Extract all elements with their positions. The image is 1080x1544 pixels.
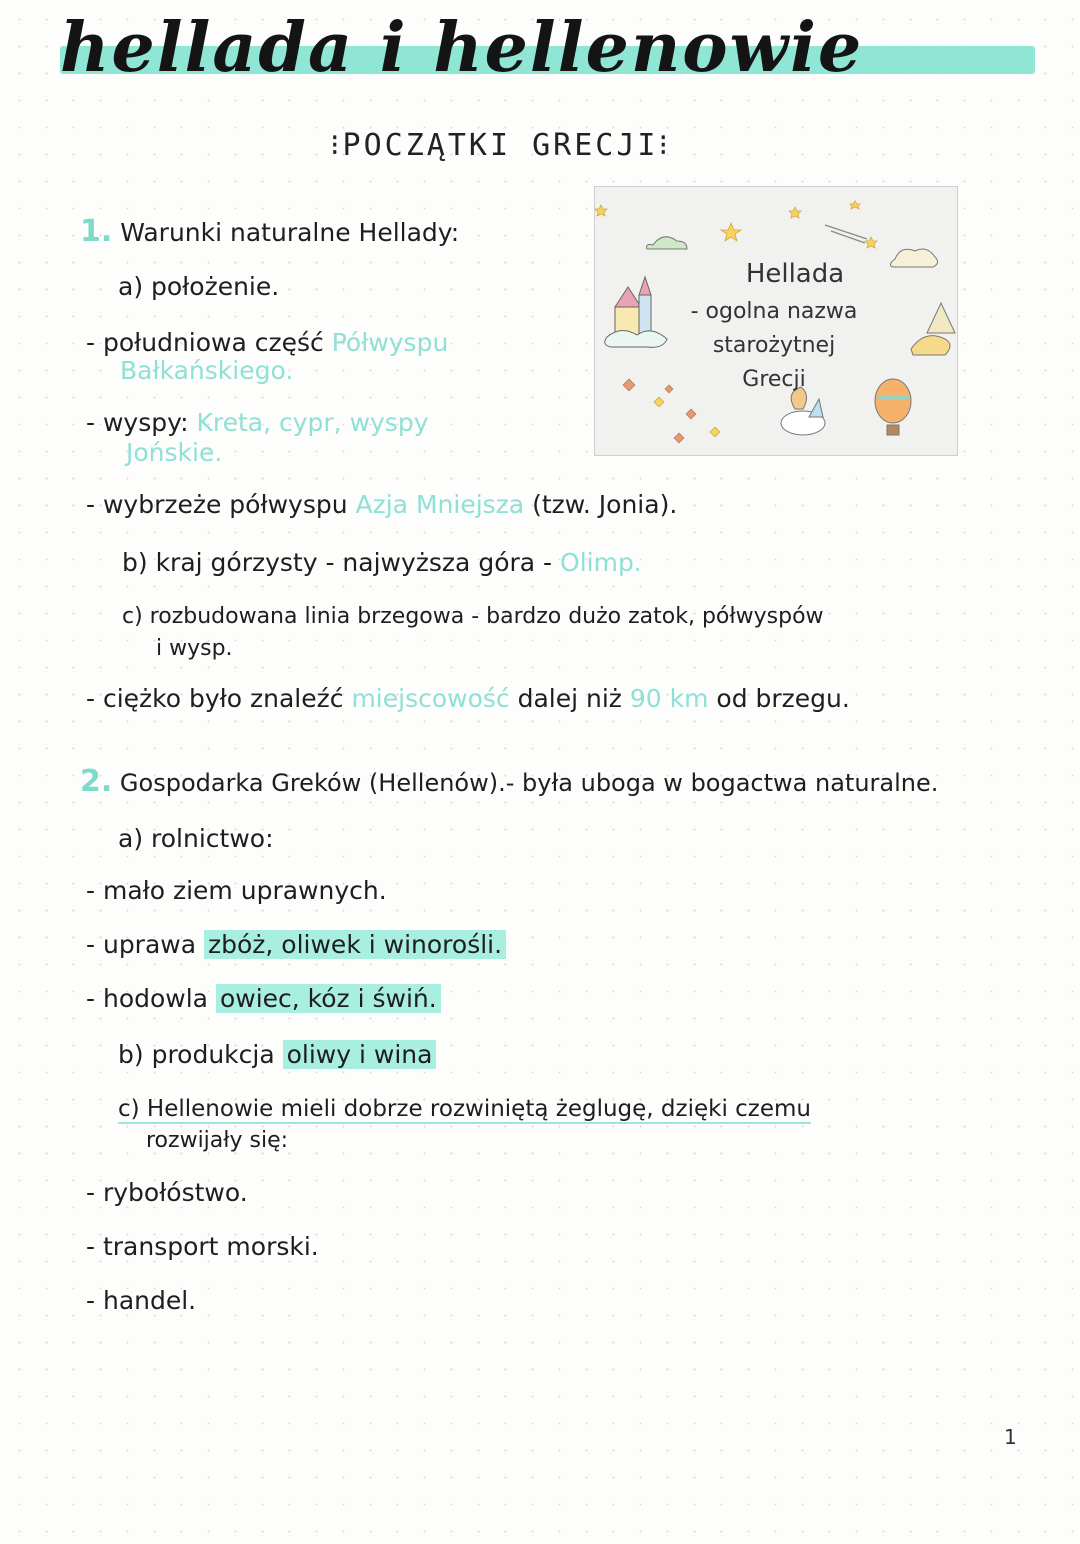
list-item-text: od brzegu. — [716, 684, 850, 713]
list-item-text: - ciężko było znaleźć — [86, 684, 344, 713]
list-item — [86, 984, 441, 1013]
list-item-text: - uprawa — [86, 930, 197, 959]
list-item-text: - hodowla — [86, 984, 208, 1013]
section-2-number: 2. — [80, 764, 113, 799]
list-item: - rybołóstwo. — [86, 1178, 248, 1207]
section-2-a-label: a) rolnictwo: — [118, 824, 274, 853]
card-line-2: starożytnej — [712, 333, 836, 358]
list-item — [86, 408, 429, 437]
list-item — [86, 490, 677, 519]
section-2-c-label-2: rozwijały się: — [146, 1128, 289, 1153]
highlight-text: Olimp. — [560, 548, 642, 577]
list-item-text: dalej niż — [517, 684, 622, 713]
highlight-text: 90 km — [629, 684, 709, 713]
page-number: 1 — [1004, 1425, 1017, 1449]
list-item: - mało ziem uprawnych. — [86, 876, 387, 905]
highlight-text: zbóż, oliwek i winorośli. — [204, 930, 506, 959]
list-item — [86, 328, 448, 357]
hellada-card — [594, 186, 958, 456]
list-item-text: b) kraj górzysty - najwyższa góra - — [122, 548, 553, 577]
card-line-1: - ogolna nazwa — [690, 299, 858, 324]
highlight-text: Półwyspu — [331, 328, 449, 357]
section-1-c-label-2: i wysp. — [156, 636, 233, 661]
page-title: hellada i hellenowie — [60, 8, 864, 88]
section-1-heading: Warunki naturalne Hellady: — [120, 218, 460, 247]
section-2-c-label — [118, 1096, 811, 1122]
highlight-text: Azja Mniejsza — [355, 490, 525, 519]
section-2-heading: Gospodarka Greków (Hellenów).- była uboga w bogactwa naturalne. — [119, 769, 939, 797]
list-item-text: c) Hellenowie mieli dobrze rozwiniętą żeglugę, dzięki czemu — [118, 1096, 811, 1122]
highlight-text: Kreta, cypr, wyspy — [196, 408, 429, 437]
page-subtitle: ⁝POCZĄTKI GRECJI⁝ — [330, 128, 671, 163]
section-1-b-label — [122, 548, 642, 577]
section-1-c-label: c) rozbudowana linia brzegowa - bardzo dużo zatok, półwyspów — [122, 604, 824, 629]
section-1-heading-row — [80, 214, 459, 249]
highlight-text: oliwy i wina — [283, 1040, 437, 1069]
list-item-text: - wyspy: — [86, 408, 189, 437]
list-item-text: (tzw. Jonia). — [532, 490, 678, 519]
list-item: - transport morski. — [86, 1232, 319, 1261]
highlight-text: owiec, kóz i świń. — [216, 984, 441, 1013]
card-heading: Hellada — [745, 259, 845, 289]
section-2-heading-row — [80, 764, 938, 799]
list-item: - handel. — [86, 1286, 197, 1315]
highlight-text: Jońskie. — [126, 438, 223, 467]
list-item-text: - wybrzeże półwyspu — [86, 490, 348, 519]
card-line-3: Grecji — [742, 367, 806, 392]
list-item-text: - południowa część — [86, 328, 324, 357]
list-item — [86, 930, 506, 959]
highlight-text: Bałkańskiego. — [120, 356, 294, 385]
section-1-number: 1. — [80, 214, 113, 249]
section-2-b-row — [118, 1040, 436, 1069]
section-1-a-label: a) położenie. — [118, 272, 280, 301]
highlight-text: miejscowość — [351, 684, 510, 713]
list-item — [86, 684, 850, 713]
list-item-text: b) produkcja — [118, 1040, 275, 1069]
